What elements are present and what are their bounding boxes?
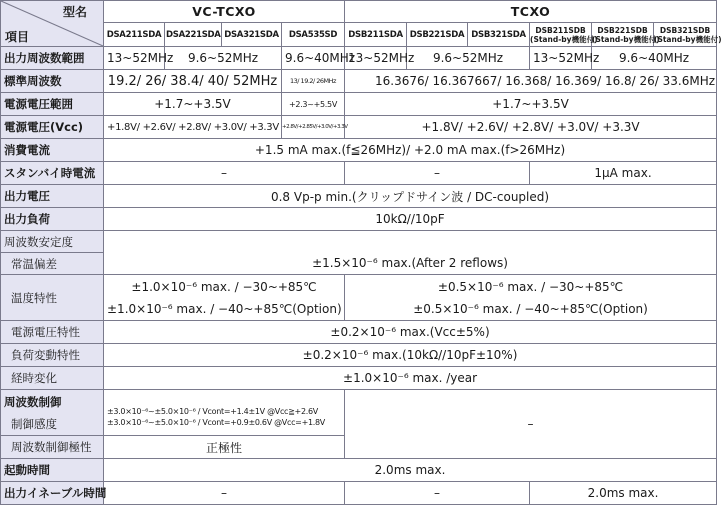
- polarity-vctcxo: 正極性: [104, 436, 345, 459]
- row-startup: [1, 459, 717, 482]
- label-control-sensitivity: 制御感度: [11, 416, 57, 431]
- label-freq-control-main: 周波数制御: [4, 394, 62, 409]
- temp-char-tcxo-std: ±0.5×10⁻⁶ max. / −30~+85℃: [437, 279, 624, 294]
- freq-range-dsb211sda: 13~52MHz: [345, 47, 407, 70]
- corner-model-label: 型名: [62, 4, 87, 19]
- freq-stability-blank: [104, 231, 717, 253]
- standby-current-vctcxo: –: [104, 162, 345, 185]
- label-room-temp: 常温偏差: [1, 253, 104, 275]
- temp-char-vctcxo-option: ±1.0×10⁻⁶ max. / −40~+85℃(Option): [107, 301, 342, 316]
- model-dsb211sda: DSB211SDA: [345, 23, 407, 47]
- label-output-enable: 出力イネーブル時間: [1, 482, 104, 505]
- model-dsa321sda: DSA321SDA: [222, 23, 282, 47]
- row-std-freq: [1, 70, 717, 93]
- model-dsb221sdb-note: (Stand-by機能付): [592, 34, 660, 44]
- freq-control-vctcxo: [104, 390, 345, 436]
- supply-range-dsa: +1.7~+3.5V: [104, 93, 282, 116]
- std-freq-dsa535: 13/ 19.2/ 26MHz: [282, 70, 345, 93]
- output-load-value: 10kΩ//10pF: [104, 208, 717, 231]
- model-dsb211sdb: [530, 23, 598, 47]
- label-startup: 起動時間: [1, 459, 104, 482]
- row-temp-char: [1, 275, 717, 321]
- corner-diagonal: [1, 1, 103, 46]
- model-dsb321sdb: [654, 23, 722, 47]
- label-output-voltage: 出力電圧: [1, 185, 104, 208]
- output-enable-vctcxo: –: [104, 482, 345, 505]
- label-current: 消費電流: [1, 139, 104, 162]
- row-supply-char: [1, 321, 717, 344]
- model-dsb221sdb: [592, 23, 660, 47]
- current-value: +1.5 mA max.(f≦26MHz)/ +2.0 mA max.(f>26MHz): [104, 139, 717, 162]
- temp-char-tcxo: [345, 275, 717, 321]
- row-output-voltage: [1, 185, 717, 208]
- temp-char-vctcxo: [104, 275, 345, 321]
- row-freq-stability: [1, 231, 717, 253]
- room-temp-value: ±1.5×10⁻⁶ max.(After 2 reflows): [104, 253, 717, 275]
- label-freq-stability: 周波数安定度: [1, 231, 104, 253]
- freq-range-dsa535: 9.6~40MHz: [282, 47, 345, 70]
- supply-vcc-dsa535: +2.8V/+2.85V/+3.0V/+3.3V: [282, 116, 345, 139]
- model-dsa535sd: DSA535SD: [282, 23, 345, 47]
- model-dsb211sdb-note: (Stand-by機能付): [530, 34, 598, 44]
- label-output-load: 出力負荷: [1, 208, 104, 231]
- model-dsb321sda: DSB321SDA: [468, 23, 530, 47]
- supply-char-value: ±0.2×10⁻⁶ max.(Vcc±5%): [104, 321, 717, 344]
- output-voltage-value: 0.8 Vp-p min.(クリップドサイン波 / DC-coupled): [104, 185, 717, 208]
- model-dsa221sda: DSA221SDA: [165, 23, 222, 47]
- row-supply-vcc: [1, 116, 717, 139]
- std-freq-dsa: 19.2/ 26/ 38.4/ 40/ 52MHz: [104, 70, 282, 93]
- label-freq-control: [1, 390, 104, 436]
- label-supply-char: 電源電圧特性: [1, 321, 104, 344]
- row-output-enable: [1, 482, 717, 505]
- freq-control-line2: ±3.0×10⁻⁶~±5.0×10⁻⁶ / Vcont=+0.9±0.6V @Vcc=+1.8V: [107, 417, 325, 427]
- standby-current-tcxo-sda: –: [345, 162, 530, 185]
- group-vctcxo: VC-TCXO: [104, 1, 345, 23]
- model-dsb321sdb-name: DSB321SDB: [659, 25, 711, 35]
- freq-range-dsa211: 13~52MHz: [104, 47, 165, 70]
- supply-vcc-dsa: +1.8V/ +2.6V/ +2.8V/ +3.0V/ +3.3V: [104, 116, 282, 139]
- supply-range-tcxo: +1.7~+3.5V: [345, 93, 717, 116]
- label-std-freq: 標準周波数: [1, 70, 104, 93]
- corner-header: [1, 1, 104, 47]
- header-row-group: [1, 1, 717, 23]
- label-temp-char: 温度特性: [1, 275, 104, 321]
- label-polarity: 周波数制御極性: [1, 436, 104, 459]
- load-char-value: ±0.2×10⁻⁶ max.(10kΩ//10pF±10%): [104, 344, 717, 367]
- freq-control-tcxo: –: [345, 390, 717, 459]
- row-load-char: [1, 344, 717, 367]
- group-tcxo: TCXO: [345, 1, 717, 23]
- label-freq-range: 出力周波数範囲: [1, 47, 104, 70]
- row-freq-control: [1, 390, 717, 436]
- corner-item-label: 項目: [5, 29, 30, 44]
- output-enable-tcxo-sdb: 2.0ms max.: [530, 482, 717, 505]
- label-load-char: 負荷変動特性: [1, 344, 104, 367]
- row-aging: [1, 367, 717, 390]
- model-dsb321sdb-note: (Stand-by機能付): [654, 34, 722, 44]
- std-freq-tcxo: 16.3676/ 16.367667/ 16.368/ 16.369/ 16.8/ 26/ 33.6MHz: [345, 70, 717, 93]
- temp-char-tcxo-option: ±0.5×10⁻⁶ max. / −40~+85℃(Option): [413, 301, 648, 316]
- row-supply-range: [1, 93, 717, 116]
- temp-char-vctcxo-std: ±1.0×10⁻⁶ max. / −30~+85℃: [131, 279, 317, 294]
- label-aging: 経時変化: [1, 367, 104, 390]
- aging-value: ±1.0×10⁻⁶ max. /year: [104, 367, 717, 390]
- freq-range-dsb221-321sda: 9.6~52MHz: [407, 47, 530, 70]
- model-dsb221sdb-name: DSB221SDB: [597, 25, 648, 35]
- supply-range-dsa535: +2.3~+5.5V: [282, 93, 345, 116]
- freq-range-dsb211sdb: 13~52MHz: [530, 47, 592, 70]
- startup-value: 2.0ms max.: [104, 459, 717, 482]
- supply-vcc-tcxo: +1.8V/ +2.6V/ +2.8V/ +3.0V/ +3.3V: [345, 116, 717, 139]
- row-freq-range: [1, 47, 717, 70]
- row-standby-current: [1, 162, 717, 185]
- output-enable-tcxo-sda: –: [345, 482, 530, 505]
- row-current: [1, 139, 717, 162]
- label-standby-current: スタンバイ時電流: [1, 162, 104, 185]
- freq-control-line1: ±3.0×10⁻⁶~±5.0×10⁻⁶ / Vcont=+1.4±1V @Vcc≧+2.6V: [107, 406, 318, 416]
- model-dsb211sdb-name: DSB211SDB: [535, 25, 586, 35]
- row-room-temp: [1, 253, 717, 275]
- freq-range-dsa221-321: 9.6~52MHz: [165, 47, 282, 70]
- header-row-models: [1, 23, 717, 47]
- label-supply-vcc: 電源電圧(Vcc): [1, 116, 104, 139]
- model-dsb221sda: DSB221SDA: [407, 23, 468, 47]
- model-dsa211sda: DSA211SDA: [104, 23, 165, 47]
- freq-range-dsb221-321sdb: 9.6~40MHz: [592, 47, 717, 70]
- standby-current-tcxo-sdb: 1μA max.: [530, 162, 717, 185]
- row-output-load: [1, 208, 717, 231]
- label-supply-range: 電源電圧範囲: [1, 93, 104, 116]
